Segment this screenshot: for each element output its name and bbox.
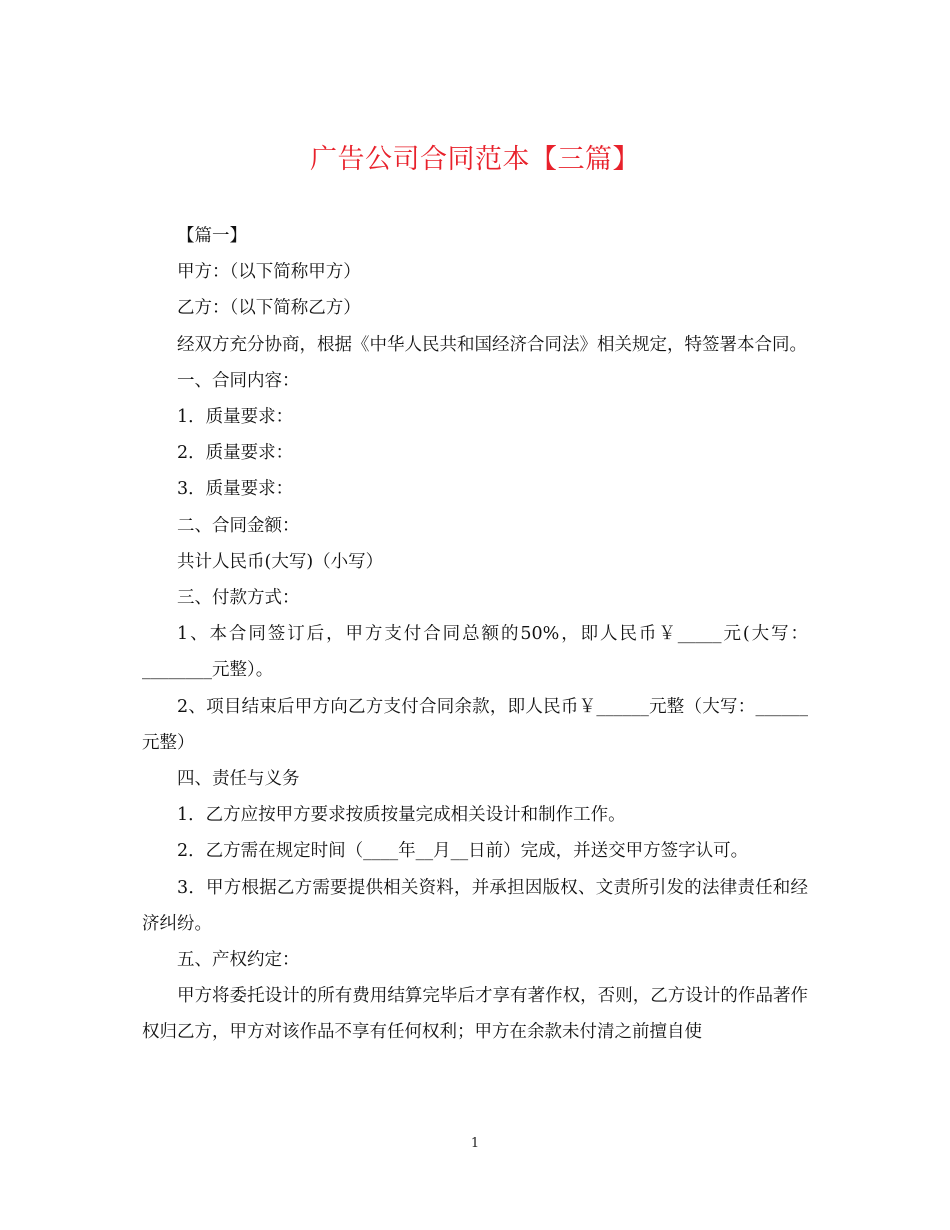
document-body	[142, 218, 808, 1051]
payment-term-1: 1、本合同签订后，甲方支付合同总额的50%，即人民币￥_____元(大写：________元整）。	[142, 624, 808, 681]
clause-heading-property: 五、产权约定：	[177, 950, 300, 971]
party-b-line: 乙方：（以下简称乙方）	[177, 298, 361, 319]
clause-heading-amount: 二、合同金额：	[177, 515, 300, 536]
clause-heading-payment: 三、付款方式：	[177, 588, 300, 609]
obligation-1: 1．乙方应按甲方要求按质按量完成相关设计和制作工作。	[177, 805, 626, 826]
document-title: 广告公司合同范本【三篇】	[310, 144, 640, 175]
page-number: 1	[470, 1136, 480, 1151]
section-heading-part-one: 【篇一】	[177, 226, 247, 246]
contract-preamble: 经双方充分协商，根据《中华人民共和国经济合同法》相关规定，特签署本合同。	[177, 334, 807, 355]
party-a-line: 甲方：（以下简称甲方）	[177, 262, 361, 283]
clause-heading-contents: 一、合同内容：	[177, 370, 300, 391]
quality-requirement-3: 3．质量要求：	[177, 479, 294, 500]
clause-heading-obligations: 四、责任与义务	[177, 769, 300, 790]
payment-term-2: 2、项目结束后甲方向乙方支付合同余款，即人民币￥______元整（大写：______元整）	[142, 696, 808, 753]
obligation-3: 3．甲方根据乙方需要提供相关资料，并承担因版权、文责所引发的法律责任和经济纠纷。	[142, 877, 808, 934]
amount-total-line: 共计人民币(大写)（小写）	[177, 551, 384, 572]
quality-requirement-2: 2．质量要求：	[177, 443, 294, 464]
quality-requirement-1: 1．质量要求：	[177, 407, 294, 428]
property-clause-text: 甲方将委托设计的所有费用结算完毕后才享有著作权，否则，乙方设计的作品著作权归乙方，甲方对该作品不享有任何权利；甲方在余款未付清之前擅自使	[142, 986, 808, 1043]
obligation-2: 2．乙方需在规定时间（____年__月__日前）完成，并送交甲方签字认可。	[177, 841, 749, 862]
